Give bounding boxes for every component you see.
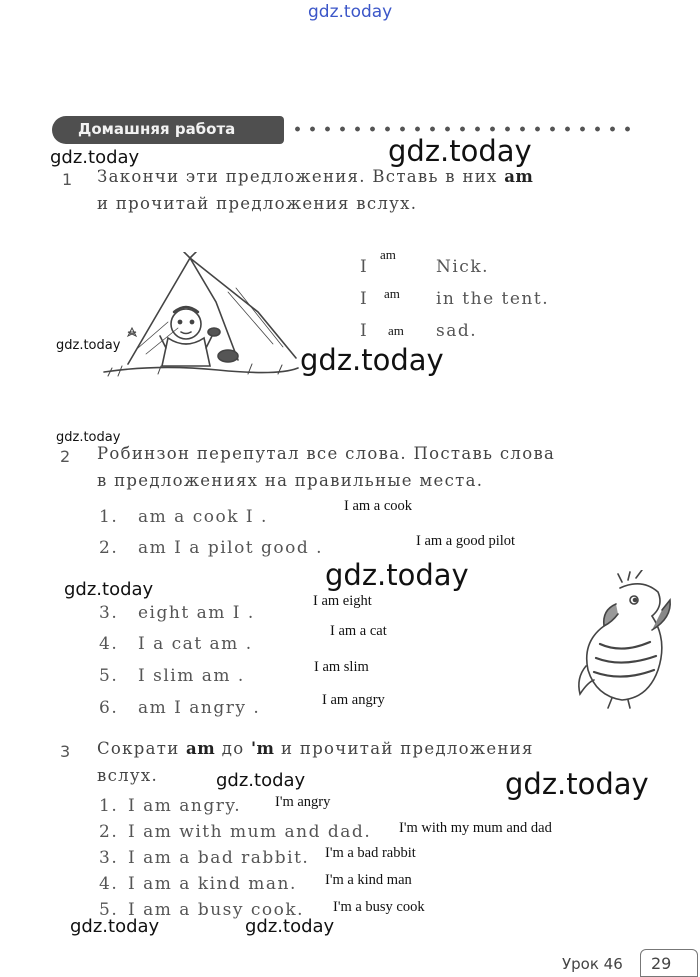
ex3-item-answer: I'm a kind man (325, 872, 412, 888)
ex3-item-number: 3. (99, 848, 119, 868)
watermark-top: gdz.today (308, 2, 393, 22)
ex1-row-answer: am (388, 323, 404, 338)
ex3-item-number: 5. (99, 900, 119, 920)
dotted-divider (290, 124, 630, 134)
ex3-item-text: I am a bad rabbit. (128, 848, 310, 868)
exercise-1-instruction-line1 (97, 163, 533, 190)
ex1-row-subject: I (360, 321, 369, 341)
watermark: gdz.today (56, 430, 121, 445)
ex3-item-number: 4. (99, 874, 119, 894)
ex3-item-number: 2. (99, 822, 119, 842)
exercise-1-instruction-line2: и прочитай предложения вслух. (97, 194, 418, 213)
ex3-item-answer: I'm a bad rabbit (325, 845, 416, 861)
lesson-label: Урок 46 (562, 955, 623, 973)
instruction-text: Закончи эти предложения. Вставь в них (97, 167, 505, 186)
instruction-text: до (215, 739, 251, 758)
ex1-row-rest: Nick. (436, 257, 490, 277)
instruction-bold: 'm (251, 739, 275, 758)
instruction-bold: am (504, 167, 534, 186)
ex2-item-words: am I a pilot good . (138, 538, 324, 558)
ex1-row-answer: am (380, 247, 396, 262)
ex2-item-number: 5. (99, 666, 119, 686)
ex2-item-words: am a cook I . (138, 507, 268, 527)
ex3-item-number: 1. (99, 796, 119, 816)
instruction-text: и прочитай предложения (274, 739, 534, 758)
watermark: gdz.today (56, 338, 121, 353)
ex2-item-answer: I am angry (322, 692, 385, 708)
ex2-item-number: 2. (99, 538, 119, 558)
ex1-row-subject: I (360, 257, 369, 277)
page-number: 29 (651, 954, 672, 973)
ex3-item-answer: I'm a busy cook (333, 899, 425, 915)
ex1-row-subject: I (360, 289, 369, 309)
tent-boy-illustration (98, 252, 303, 382)
ex1-row-rest: sad. (436, 321, 478, 341)
exercise-2-number: 2 (60, 447, 71, 466)
ex1-row-answer: am (384, 286, 400, 301)
section-header-label: Домашняя работа (78, 120, 236, 138)
ex2-item-number: 4. (99, 634, 119, 654)
exercise-2-instruction-line1: Робинзон перепутал все слова. Поставь слова (97, 444, 556, 463)
ex3-item-answer: I'm angry (275, 794, 331, 810)
ex2-item-words: eight am I . (138, 603, 255, 623)
watermark: gdz.today (64, 579, 154, 600)
ex1-row-rest: in the tent. (436, 289, 550, 309)
watermark: gdz.today (245, 916, 335, 937)
exercise-3-instruction-line2: вслух. (97, 766, 159, 785)
watermark: gdz.today (388, 134, 532, 168)
ex2-item-answer: I am a good pilot (416, 533, 516, 549)
ex2-item-number: 3. (99, 603, 119, 623)
ex2-item-words: I a cat am . (138, 634, 253, 654)
watermark: gdz.today (216, 770, 306, 791)
ex2-item-answer: I am a cat (330, 623, 387, 639)
exercise-3-instruction-line1 (97, 735, 534, 762)
ex2-item-number: 6. (99, 698, 119, 718)
instruction-bold: am (186, 739, 216, 758)
watermark: gdz.today (50, 147, 140, 168)
ex3-item-text: I am with mum and dad. (128, 822, 372, 842)
exercise-1-number: 1 (62, 170, 73, 189)
parrot-illustration (572, 570, 682, 710)
watermark: gdz.today (300, 343, 444, 377)
ex2-item-answer: I am slim (314, 659, 369, 675)
instruction-text: Сократи (97, 739, 187, 758)
watermark: gdz.today (70, 916, 160, 937)
ex2-item-answer: I am eight (313, 593, 372, 609)
ex3-item-answer: I'm with my mum and dad (399, 820, 552, 836)
ex2-item-answer: I am a cook (344, 498, 413, 514)
ex3-item-text: I am a busy cook. (128, 900, 305, 920)
ex2-item-words: am I angry . (138, 698, 261, 718)
ex2-item-words: I slim am . (138, 666, 245, 686)
watermark: gdz.today (505, 767, 649, 801)
ex3-item-text: I am a kind man. (128, 874, 297, 894)
exercise-2-instruction-line2: в предложениях на правильные места. (97, 471, 484, 490)
ex2-item-number: 1. (99, 507, 119, 527)
ex3-item-text: I am angry. (128, 796, 242, 816)
watermark: gdz.today (325, 558, 469, 592)
exercise-3-number: 3 (60, 742, 71, 761)
